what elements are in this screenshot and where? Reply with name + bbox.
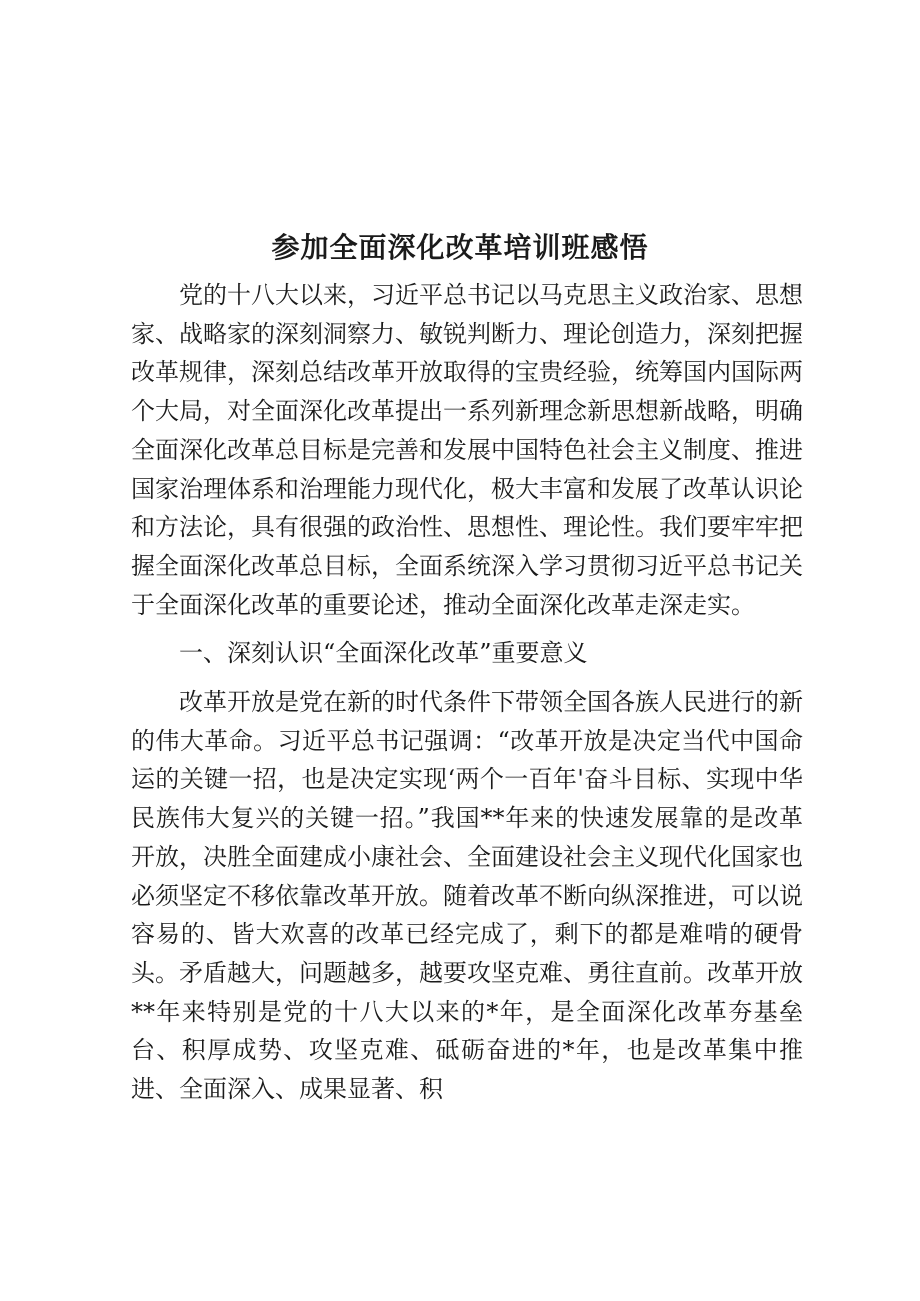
section-paragraph: 改革开放是党在新的时代条件下带领全国各族人民进行的新的伟大革命。习近平总书记强调：“改革开放是决定当代中国命运的关键一招，也是决定实现‘两个一百年'奋斗目标、实现中华民族伟大复兴的关键一招。”我国**年来的快速发展靠的是改革开放，决胜全面建成小康社会、全面建设社会主义现代化国家也必须坚定不移依靠改革开放。随着改革不断向纵深推进，可以说容易的、皆大欢喜的改革已经完成了，剩下的都是难啃的硬骨头。矛盾越大，问题越多，越要攻坚克难、勇往直前。改革开放**年来特别是党的十八大以来的*年，是全面深化改革夯基垒台、积厚成势、攻坚克难、砥砺奋进的*年，也是改革集中推进、全面深入、成果显著、积	[131, 688, 803, 1104]
section-heading: 一、深刻认识“全面深化改革”重要意义	[179, 639, 588, 668]
intro-paragraph: 党的十八大以来，习近平总书记以马克思主义政治家、思想家、战略家的深刻洞察力、敏锐判断力、理论创造力，深刻把握改革规律，深刻总结改革开放取得的宝贵经验，统筹国内国际两个大局，对全面深化改革提出一系列新理念新思想新战略，明确全面深化改革总目标是完善和发展中国特色社会主义制度、推进国家治理体系和治理能力现代化，极大丰富和发展了改革认识论和方法论，具有很强的政治性、思想性、理论性。我们要牢牢把握全面深化改革总目标，全面系统深入学习贯彻习近平总书记关于全面深化改革的重要论述，推动全面深化改革走深走实。	[131, 281, 803, 619]
document-body	[131, 276, 803, 1109]
document-title: 参加全面深化改革培训班感悟	[271, 231, 649, 264]
